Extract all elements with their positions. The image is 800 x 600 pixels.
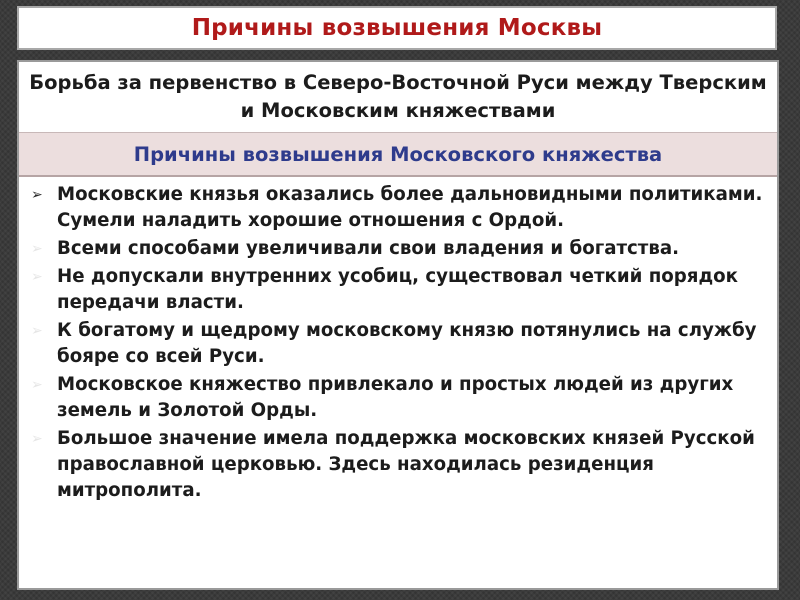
list-item [27,372,765,424]
list-item-text: Всеми способами увеличивали свои владения и богатства. [57,238,680,259]
list-item-text: Московское княжество привлекало и простых людей из других земель и Золотой Орды. [57,374,734,421]
arrow-bullet-icon: ➢ [31,323,43,339]
list-item-text: Большое значение имела поддержка московских князей Русской православной церковью. Здесь находилась резиденция митрополита. [57,428,755,501]
list-item-text: Московские князья оказались более дальновидными политиками. Сумели наладить хорошие отношения с Ордой. [57,184,763,231]
arrow-bullet-icon: ➢ [31,269,43,285]
list-item-text: Не допускали внутренних усобиц, существовал четкий порядок передачи власти. [57,266,739,313]
subheading-bar [19,133,777,177]
reasons-list [19,177,777,504]
list-item [27,182,765,234]
list-item-text: К богатому и щедрому московскому князю потянулись на службу бояре со всей Руси. [57,320,757,367]
slide-title: Причины возвышения Москвы [191,15,603,41]
content-panel [17,60,779,590]
list-item [27,264,765,316]
list-item [27,236,765,262]
arrow-bullet-icon: ➢ [31,431,43,447]
arrow-bullet-icon: ➢ [31,241,43,257]
arrow-bullet-icon: ➢ [31,187,43,203]
list-item [27,318,765,370]
slide-title-box [17,6,777,50]
list-item [27,426,765,504]
subheading: Причины возвышения Московского княжества [133,142,663,166]
section-heading: Борьба за первенство в Северо-Восточной Руси между Тверским и Московским княжествами [29,71,767,122]
section-heading-box [19,62,777,133]
arrow-bullet-icon: ➢ [31,377,43,393]
